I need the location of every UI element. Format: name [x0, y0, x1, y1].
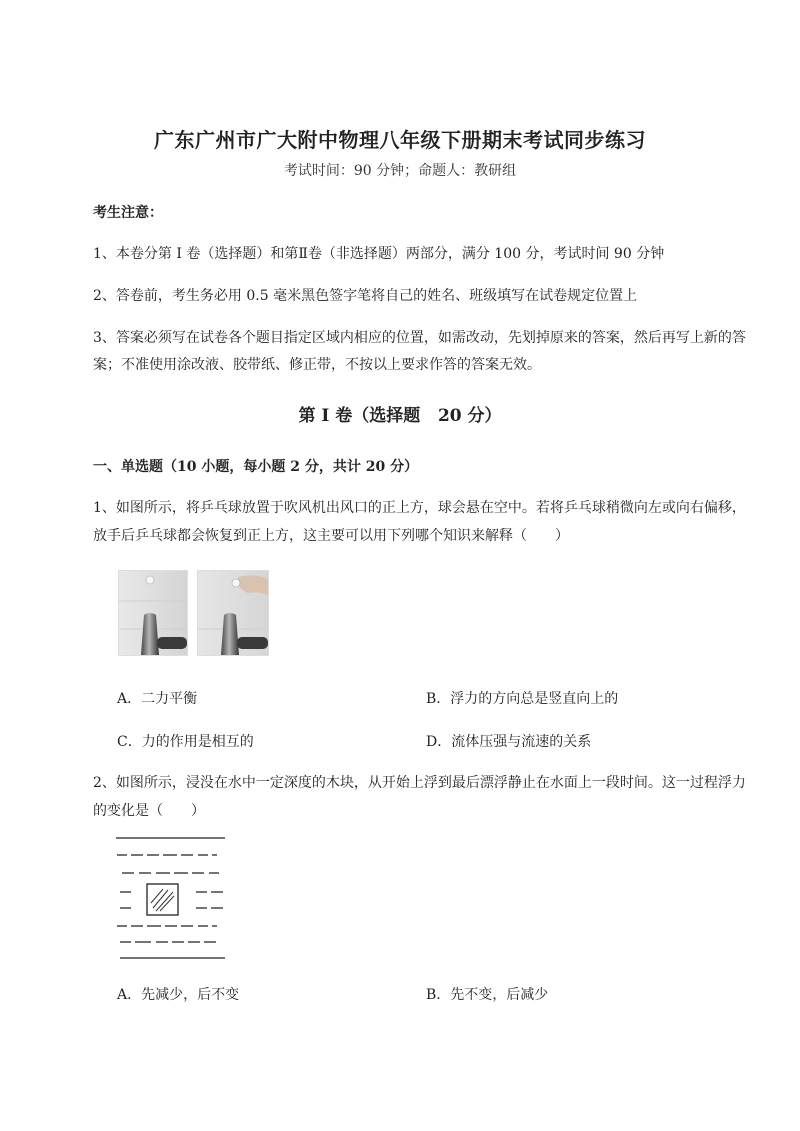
question-2-option-a[interactable]: A．先减少，后不变	[117, 987, 240, 1003]
question-2-diagram	[112, 830, 232, 962]
exam-info: 考试时间：90 分钟；命题人：教研组	[283, 163, 517, 179]
question-1-option-d[interactable]: D．流体压强与流速的关系	[426, 734, 592, 750]
page-title: 广东广州市广大附中物理八年级下册期末考试同步练习	[154, 128, 646, 152]
notice-heading: 考生注意：	[93, 205, 163, 221]
question-1-option-c[interactable]: C．力的作用是相互的	[117, 734, 254, 750]
question-1-photo-right	[197, 570, 269, 656]
question-1-photo-left	[118, 570, 188, 656]
section-title: 第 I 卷（选择题 20 分）	[298, 406, 502, 426]
question-1-option-a[interactable]: A．二力平衡	[117, 691, 198, 707]
notice-item: 1、本卷分第 I 卷（选择题）和第Ⅱ卷（非选择题）两部分，满分 100 分，考试时间 90 分钟	[93, 246, 665, 262]
question-2-option-b[interactable]: B．先不变，后减少	[426, 987, 549, 1003]
notice-item: 2、答卷前，考生务必用 0.5 毫米黑色签字笔将自己的姓名、班级填写在试卷规定位置上	[93, 288, 638, 304]
question-2-text: 2、如图所示，浸没在水中一定深度的木块，从开始上浮到最后漂浮静止在水面上一段时间。这一过程浮力的变化是（ ）	[93, 775, 746, 819]
question-1-option-b[interactable]: B．浮力的方向总是竖直向上的	[426, 691, 619, 707]
question-1-text: 1、如图所示，将乒乓球放置于吹风机出风口的正上方，球会悬在空中。若将乒乓球稍微向左或向右偏移，放手后乒乓球都会恢复到正上方，这主要可以用下列哪个知识来解释（ ）	[93, 500, 746, 544]
part-heading: 一、单选题（10 小题，每小题 2 分，共计 20 分）	[93, 459, 419, 475]
notice-item: 3、答案必须写在试卷各个题目指定区域内相应的位置，如需改动，先划掉原来的答案，然后再写上新的答案；不准使用涂改液、胶带纸、修正带，不按以上要求作答的答案无效。	[93, 330, 746, 373]
